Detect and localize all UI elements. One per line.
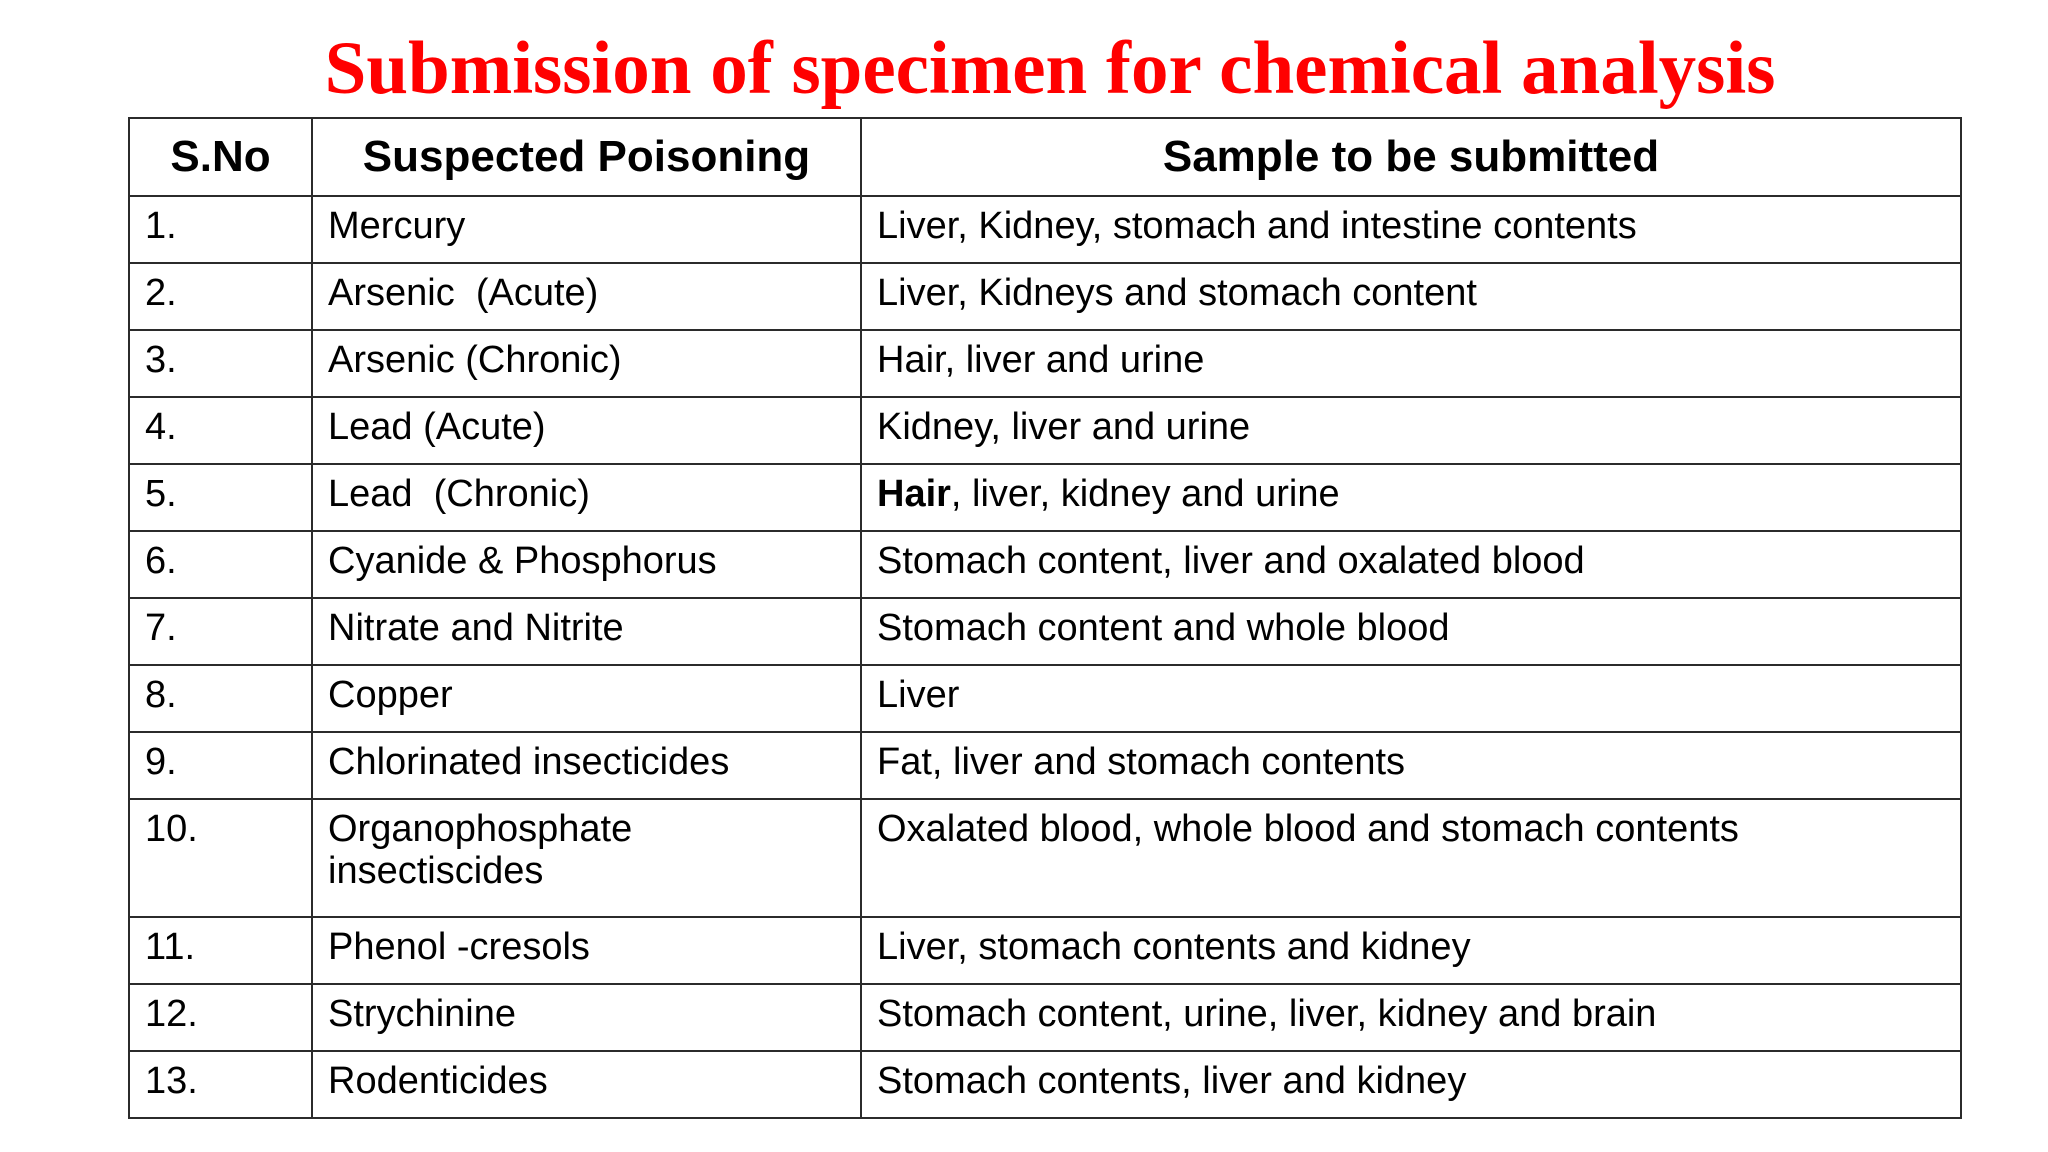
cell-sample: Stomach content and whole blood <box>861 598 1961 665</box>
cell-sno: 9. <box>129 732 312 799</box>
cell-sample: Liver, Kidney, stomach and intestine contents <box>861 196 1961 263</box>
slide-title: Submission of specimen for chemical analysis <box>324 27 1776 110</box>
sample-text: , liver, kidney and urine <box>950 473 1340 515</box>
cell-sno: 6. <box>129 531 312 598</box>
table-row <box>129 598 1961 665</box>
cell-sno: 11. <box>129 917 312 984</box>
cell-sno: 12. <box>129 984 312 1051</box>
cell-poisoning: Chlorinated insecticides <box>312 732 861 799</box>
table-row <box>129 799 1961 917</box>
table-row <box>129 196 1961 263</box>
cell-sample: Liver, Kidneys and stomach content <box>861 263 1961 330</box>
cell-sno: 2. <box>129 263 312 330</box>
table-row <box>129 984 1961 1051</box>
table-row <box>129 330 1961 397</box>
cell-sno: 1. <box>129 196 312 263</box>
table-header-row <box>129 118 1961 196</box>
cell-sno: 7. <box>129 598 312 665</box>
table-row <box>129 917 1961 984</box>
cell-sample: Hair, liver and urine <box>861 330 1961 397</box>
cell-poisoning: Arsenic (Acute) <box>312 263 861 330</box>
header-sample: Sample to be submitted <box>861 118 1961 196</box>
cell-sno: 5. <box>129 464 312 531</box>
cell-poisoning-line: Organophosphate <box>328 808 633 850</box>
cell-sample: Stomach content, urine, liver, kidney and brain <box>861 984 1961 1051</box>
cell-poisoning: Phenol -cresols <box>312 917 861 984</box>
cell-sample: Liver <box>861 665 1961 732</box>
cell-sample: Fat, liver and stomach contents <box>861 732 1961 799</box>
cell-poisoning: Strychinine <box>312 984 861 1051</box>
cell-poisoning: Rodenticides <box>312 1051 861 1118</box>
cell-sno: 3. <box>129 330 312 397</box>
cell-poisoning: Mercury <box>312 196 861 263</box>
table-row <box>129 464 1961 531</box>
table-row <box>129 1051 1961 1118</box>
cell-sno: 4. <box>129 397 312 464</box>
table-row <box>129 263 1961 330</box>
cell-sample: Oxalated blood, whole blood and stomach contents <box>861 799 1961 917</box>
table-row <box>129 665 1961 732</box>
table-row <box>129 397 1961 464</box>
cell-sno: 13. <box>129 1051 312 1118</box>
cell-poisoning: Copper <box>312 665 861 732</box>
cell-poisoning: Cyanide & Phosphorus <box>312 531 861 598</box>
cell-sample: Stomach content, liver and oxalated blood <box>861 531 1961 598</box>
table-row <box>129 531 1961 598</box>
sample-bold-text: Hair <box>877 473 951 515</box>
cell-sno: 10. <box>129 799 312 917</box>
cell-sample <box>861 464 1961 531</box>
cell-poisoning: Arsenic (Chronic) <box>312 330 861 397</box>
cell-sample: Liver, stomach contents and kidney <box>861 917 1961 984</box>
cell-poisoning: Lead (Acute) <box>312 397 861 464</box>
cell-poisoning: Lead (Chronic) <box>312 464 861 531</box>
cell-poisoning: Nitrate and Nitrite <box>312 598 861 665</box>
header-sno: S.No <box>129 118 312 196</box>
cell-sno: 8. <box>129 665 312 732</box>
table-row <box>129 732 1961 799</box>
cell-poisoning-line: insectiscides <box>328 850 544 892</box>
cell-sample: Stomach contents, liver and kidney <box>861 1051 1961 1118</box>
header-suspected-poisoning: Suspected Poisoning <box>312 118 861 196</box>
specimen-table <box>128 117 1962 1119</box>
cell-poisoning <box>312 799 861 917</box>
cell-sample: Kidney, liver and urine <box>861 397 1961 464</box>
